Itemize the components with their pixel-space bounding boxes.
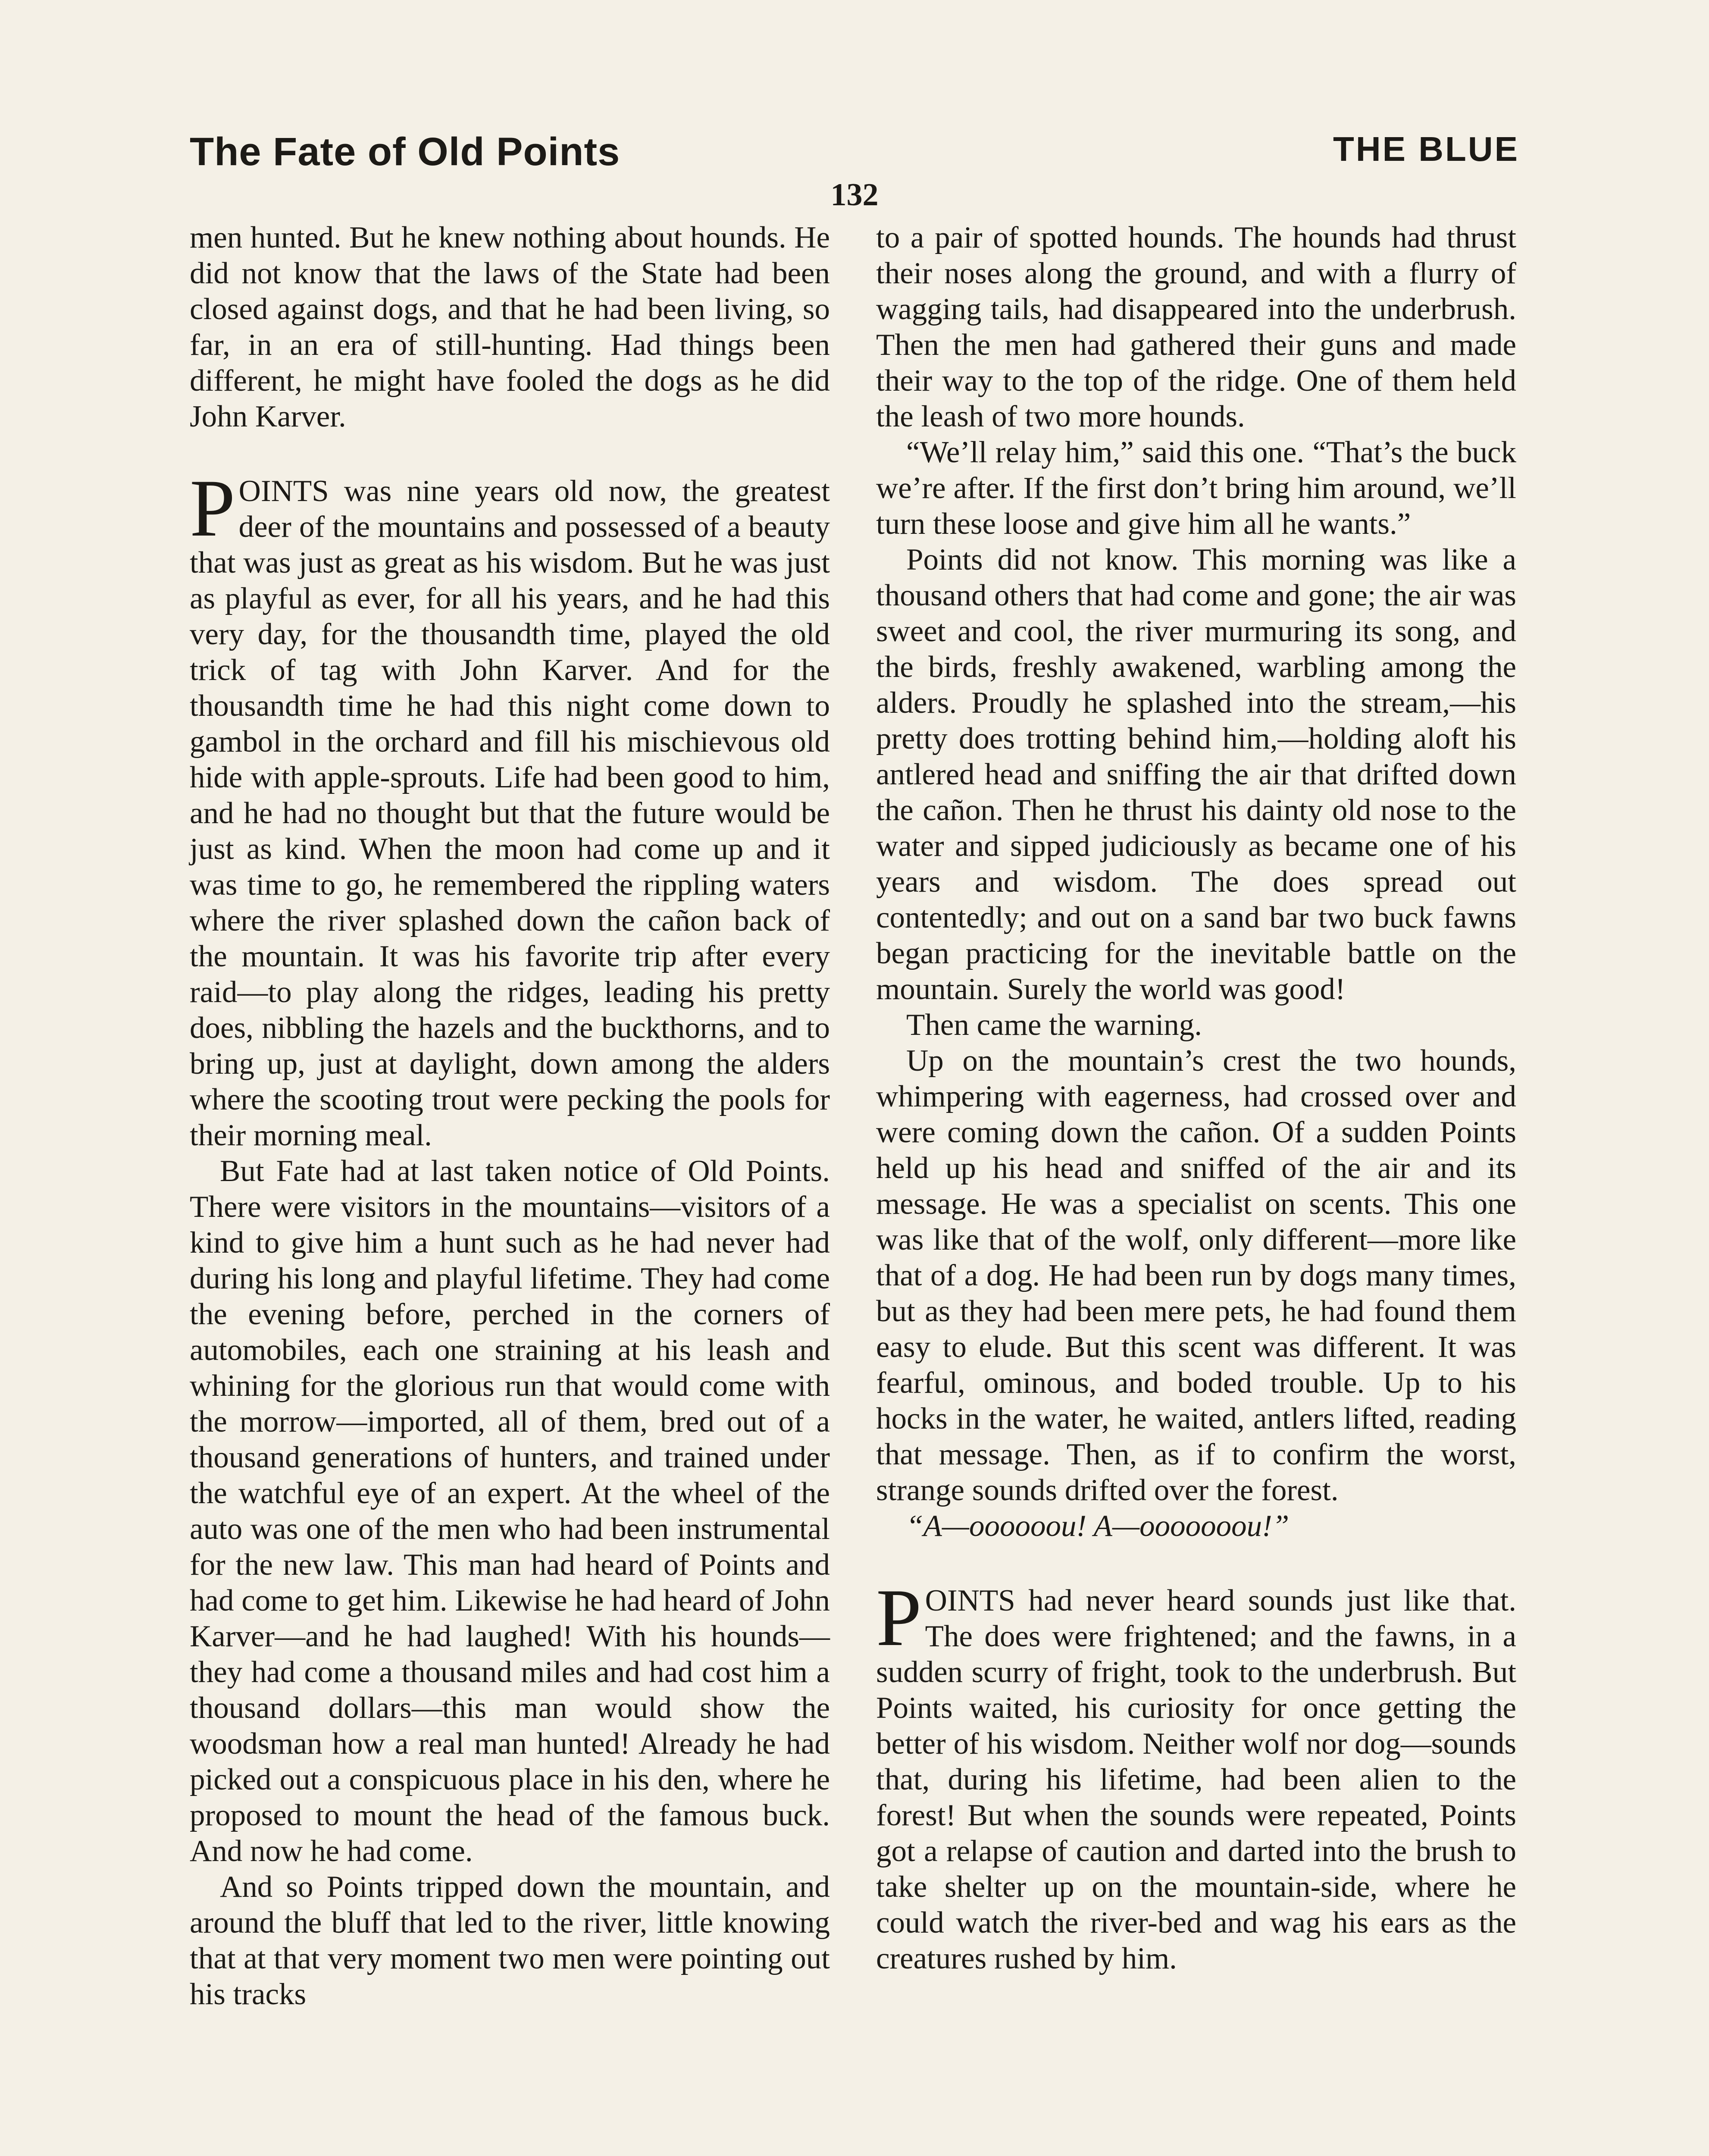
section-paragraph bbox=[190, 463, 830, 1153]
story-title: The Fate of Old Points bbox=[190, 130, 620, 174]
lead-caps: OINTS bbox=[925, 1584, 1015, 1617]
paragraph: to a pair of spotted hounds. The hounds had thrust their noses along the ground, and with a flurry of wagging tails, had disappeared into the underbrush. Then the men had gathered their guns and made their way to the top of the ridge. One of them held the leash of two more hounds. bbox=[876, 221, 1516, 433]
drop-cap: P bbox=[190, 463, 235, 554]
paragraph-text: was nine years old now, the greatest deer of the mountains and possessed of a beauty that was just as great as his wisdom. But he was just as playful as ever, for all his years, and he had this very day, for the thousandth time, played the old trick of tag with John Karver. And for the thousandth time he had this night come down to gambol in the orchard and fill his mischievous old hide with apple-sprouts. Life had been good to him, and he had no thought but that the future would be just as kind. When the moon had come up and it was time to go, he remembered the rippling waters where the river splashed down the cañon back of the mountain. It was his favorite trip after every raid—to play along the ridges, leading his pretty does, nibbling the hazels and the buckthorns, and to bring up, just at daylight, down among the alders where the scooting trout were pecking the pools for their morning meal. bbox=[190, 474, 830, 1152]
paragraph: Then came the warning. bbox=[906, 1008, 1202, 1042]
drop-cap: P bbox=[876, 1573, 922, 1663]
howl-quote: “A—oooooou! A—ooooooou!” bbox=[906, 1509, 1290, 1543]
paragraph-text: had never heard sounds just like that. The does were frightened; and the fawns, in a sudden scurry of fright, took to the underbrush. But Points waited, his curiosity for once getting the better of his wisdom. Neither wolf nor dog—sounds that, during his lifetime, had been alien to the forest! But when the sounds were repeated, Points got a relapse of caution and darted into the brush to take shelter up on the mountain-side, where he could watch the river-bed and wag his ears as the creatures rushed by him. bbox=[876, 1584, 1516, 1975]
page-number: 132 bbox=[830, 177, 879, 213]
paragraph: men hunted. But he knew nothing about hounds. He did not know that the laws of the State had been closed against dogs, and that he had been living, so far, in an era of still-hunting. Had things been different, he might have fooled the dogs as he did John Karver. bbox=[190, 221, 830, 433]
left-column bbox=[190, 220, 830, 2012]
paragraph: But Fate had at last taken notice of Old Points. There were visitors in the mountains—visitors of a kind to give him a hunt such as he had never had during his long and playful lifetime. They had come the evening before, perched in the corners of automobiles, each one straining at his leash and whining for the glorious run that would come with the morrow—imported, all of them, bred out of a thousand generations of hunters, and trained under the watchful eye of an expert. At the wheel of the auto was one of the men who had been instrumental for the new law. This man had heard of Points and had come to get him. Likewise he had heard of John Karver—and he had laughed! With his hounds—they had come a thousand miles and had cost him a thousand dollars—this man would show the woodsman how a real man hunted! Already he had picked out a conspicuous place in his den, where he proposed to mount the head of the famous buck. And now he had come. bbox=[190, 1154, 830, 1868]
magazine-name: THE BLUE bbox=[1333, 130, 1519, 168]
paragraph: Up on the mountain’s crest the two hounds, whimpering with eagerness, had crossed over and were coming down the cañon. Of a sudden Points held up his head and sniffed of the air and its message. He was a specialist on scents. This one was like that of the wolf, only different—more like that of a dog. He had been run by dogs many times, but as they had been mere pets, he had found them easy to elude. But this scent was different. It was fearful, ominous, and boded trouble. Up to his hocks in the water, he waited, antlers lifted, reading that message. Then, as if to confirm the worst, strange sounds drifted over the forest. bbox=[876, 1044, 1516, 1507]
paragraph: Points did not know. This morning was like a thousand others that had come and gone; the air was sweet and cool, the river murmuring its song, and the birds, freshly awakened, warbling among the alders. Proudly he splashed into the stream,—his pretty does trotting behind him,—holding aloft his antlered head and sniffing the air that drifted down the cañon. Then he thrust his dainty old nose to the water and sipped judiciously as became one of his years and wisdom. The does spread out contentedly; and out on a sand bar two buck fawns began practicing for the inevitable battle on the mountain. Surely the world was good! bbox=[876, 543, 1516, 1006]
paragraph: “We’ll relay him,” said this one. “That’s the buck we’re after. If the first don’t bring him around, we’ll turn these loose and give him all he wants.” bbox=[876, 436, 1516, 541]
lead-caps: OINTS bbox=[238, 474, 329, 508]
right-column bbox=[876, 220, 1516, 1977]
paragraph: And so Points tripped down the mountain, and around the bluff that led to the river, little knowing that at that very moment two men were pointing out his tracks bbox=[190, 1870, 830, 2011]
section-paragraph bbox=[876, 1573, 1516, 1977]
